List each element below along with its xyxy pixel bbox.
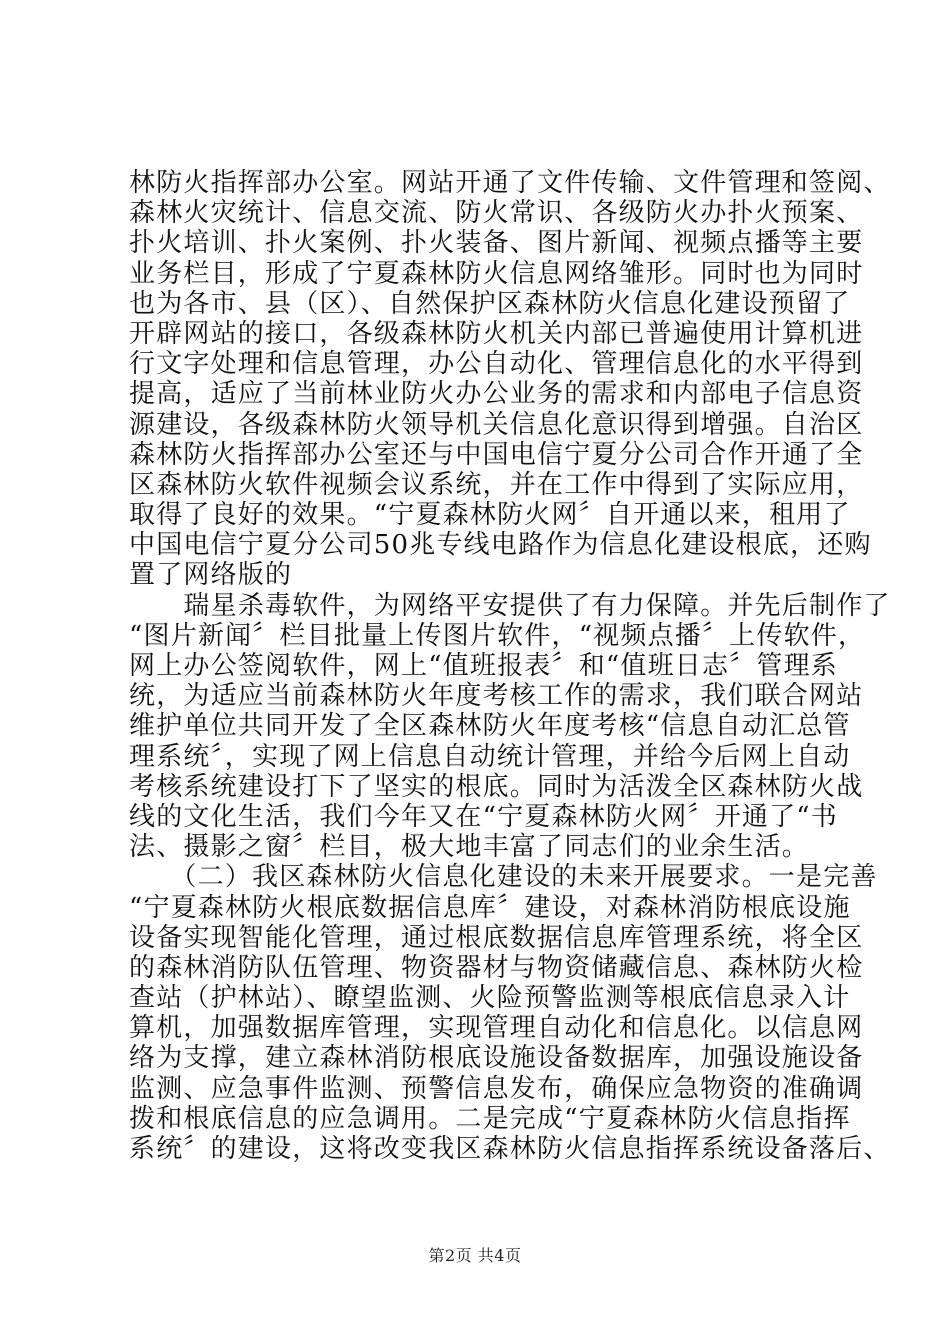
text-line: 置了网络版的 xyxy=(129,560,293,591)
text-line: 中国电信宁夏分公司50兆专线电路作为信息化建设根底，还购 xyxy=(129,530,872,561)
text-line: 的森林消防队伍管理、物资器材与物资储藏信息、森林防火检 xyxy=(129,952,864,983)
text-line: 维护单位共同开发了全区森林防火年度考核“信息自动汇总管 xyxy=(129,711,851,742)
text-line: 取得了良好的效果。“宁夏森林防火网〞自开通以来，租用了 xyxy=(129,500,851,531)
text-line: 查站（护林站）、瞭望监测、火险预警监测等根底信息录入计 xyxy=(129,983,851,1014)
text-line: 业务栏目，形成了宁夏森林防火信息网络雏形。同时也为同时 xyxy=(129,258,864,289)
text-line: 系统〞的建设，这将改变我区森林防火信息指挥系统设备落后、 xyxy=(129,1134,891,1164)
page-footer xyxy=(0,1243,950,1266)
text-line: “图片新闻〞栏目批量上传图片软件，“视频点播〞上传软件， xyxy=(129,620,866,651)
text-line: “宁夏森林防火根底数据信息库〞建设，对森林消防根底设施 xyxy=(129,892,851,923)
text-line: 森林火灾统计、信息交流、防火常识、各级防火办扑火预案、 xyxy=(129,198,864,229)
text-line: 区森林防火软件视频会议系统，并在工作中得到了实际应用， xyxy=(129,469,864,500)
page-number-label: 第2页 共4页 xyxy=(428,1246,522,1265)
body-text xyxy=(129,168,891,1164)
text-line: 也为各市、县（区）、自然保护区森林防火信息化建设预留了 xyxy=(129,288,851,319)
text-line: 开辟网站的接口，各级森林防火机关内部已普遍使用计算机进 xyxy=(129,318,864,349)
text-line: 源建设，各级森林防火领导机关信息化意识得到增强。自治区 xyxy=(129,409,864,440)
text-line: 网上办公签阅软件，网上“值班报表〞和“值班日志〞管理系 xyxy=(129,651,838,681)
text-line: 森林防火指挥部办公室还与中国电信宁夏分公司合作开通了全 xyxy=(129,439,864,470)
text-line: 监测、应急事件监测、预警信息发布，确保应急物资的准确调 xyxy=(129,1073,864,1104)
text-line: 提高，适应了当前林业防火办公业务的需求和内部电子信息资 xyxy=(129,379,864,410)
text-line: 拨和根底信息的应急调用。二是完成“宁夏森林防火信息指挥 xyxy=(129,1103,851,1134)
text-line: 考核系统建设打下了坚实的根底。同时为活泼全区森林防火战 xyxy=(129,771,864,802)
text-line: 行文字处理和信息管理，办公自动化、管理信息化的水平得到 xyxy=(129,349,864,380)
text-line: 统，为适应当前森林防火年度考核工作的需求，我们联合网站 xyxy=(129,681,864,712)
text-line: 法、摄影之窗〞栏目，极大地丰富了同志们的业余生活。 xyxy=(129,832,810,863)
text-line: 扑火培训、扑火案例、扑火装备、图片新闻、视频点播等主要 xyxy=(129,228,864,259)
text-line: 线的文化生活，我们今年又在“宁夏森林防火网〞开通了“书 xyxy=(129,801,838,832)
text-line: 设备实现智能化管理，通过根底数据信息库管理系统，将全区 xyxy=(129,922,864,953)
text-line: 络为支撑，建立森林消防根底设施设备数据库，加强设施设备 xyxy=(129,1043,864,1074)
text-line: 林防火指挥部办公室。网站开通了文件传输、文件管理和签阅、 xyxy=(129,168,891,198)
text-line: （二）我区森林防火信息化建设的未来开展要求。一是完善 xyxy=(129,862,878,893)
text-line: 瑞星杀毒软件，为网络平安提供了有力保障。并先后制作了 xyxy=(129,590,891,621)
text-line: 理系统〞，实现了网上信息自动统计管理，并给今后网上自动 xyxy=(129,741,851,772)
text-line: 算机，加强数据库管理，实现管理自动化和信息化。以信息网 xyxy=(129,1013,864,1044)
